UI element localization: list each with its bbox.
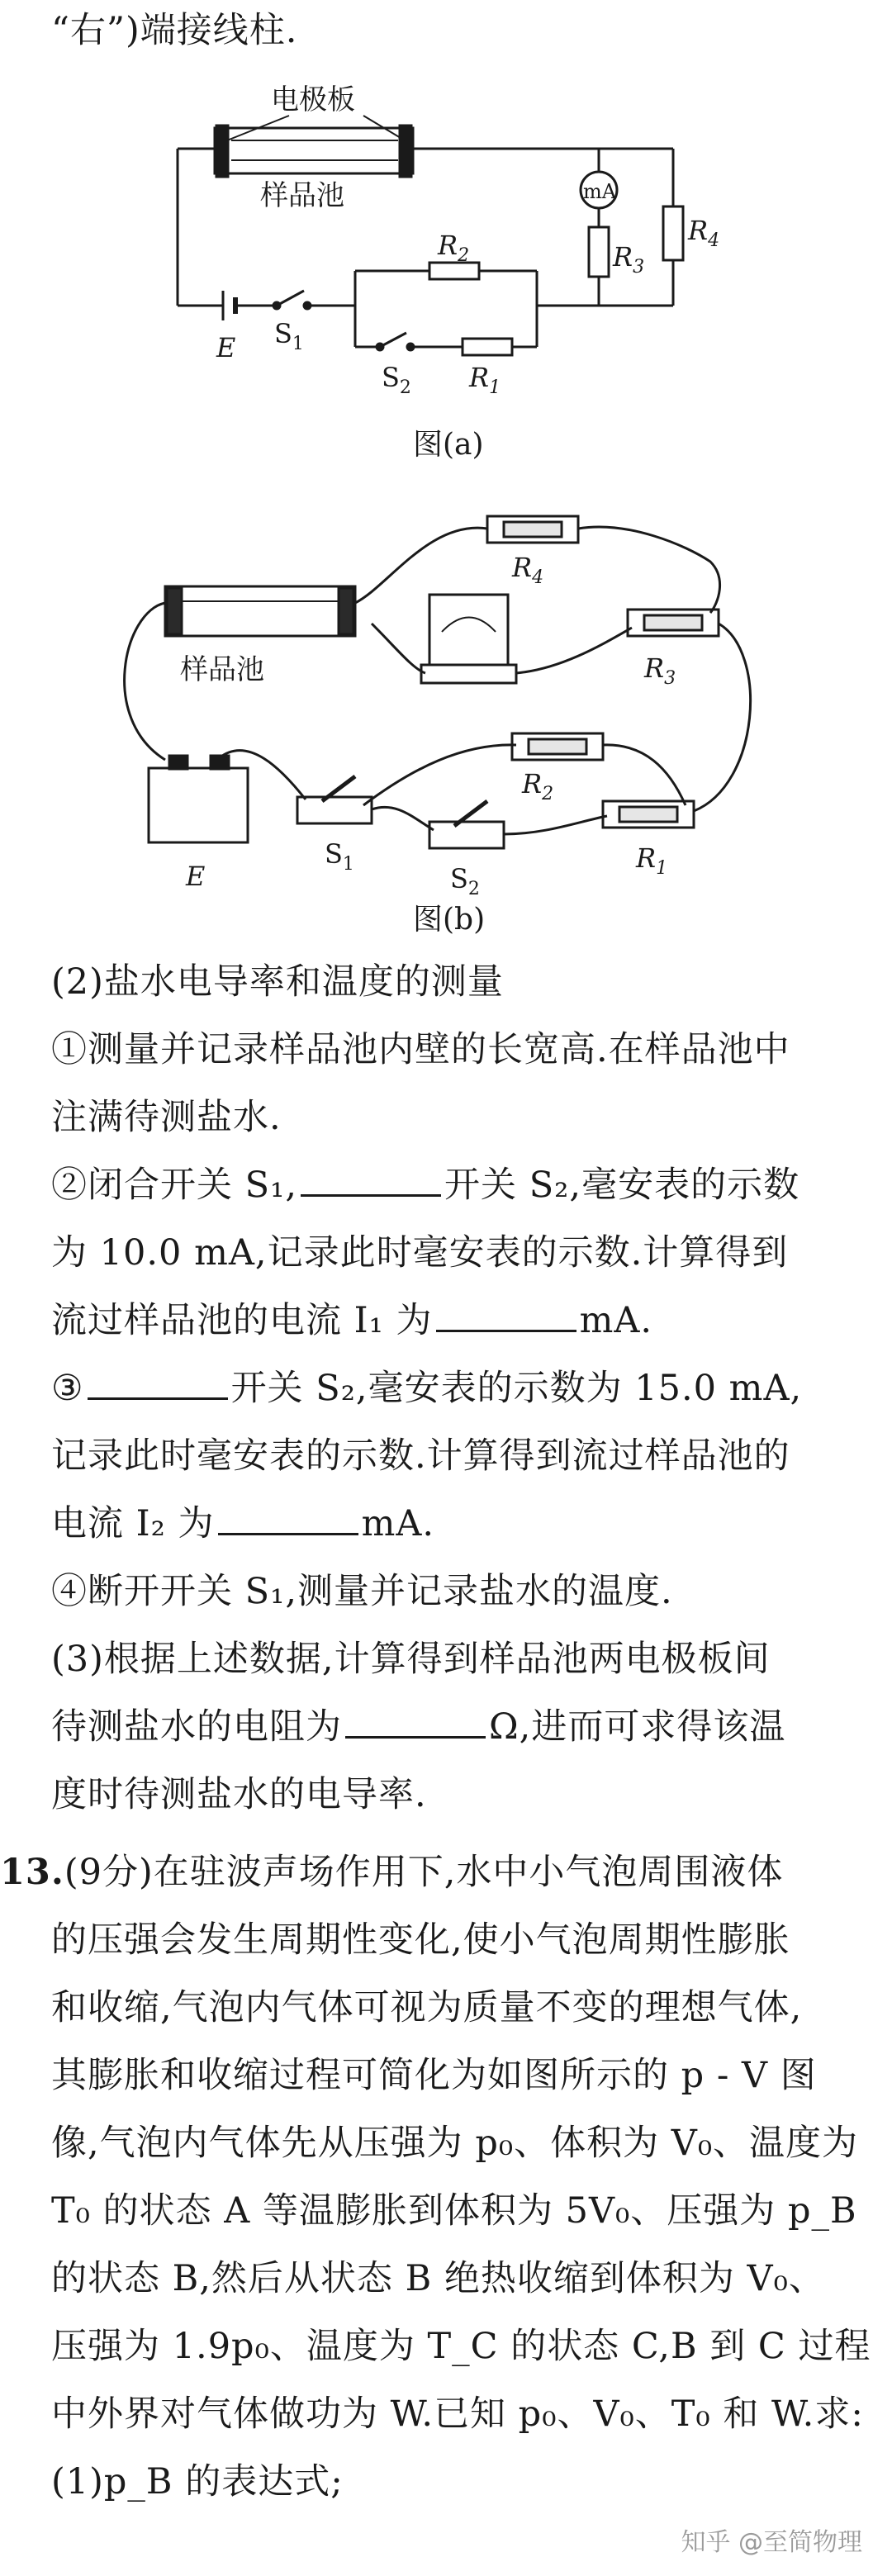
s1-label: $S_1$ [274, 318, 304, 354]
body-line-4: ②闭合开关 S₁, 开关 S₂,毫安表的示数 [51, 1161, 892, 1209]
electrode-plate-left [216, 126, 228, 177]
sample-cell-label: 样品池 [260, 179, 344, 212]
s2-label-b: $S_2$ [450, 863, 480, 899]
electrode-plate-right [400, 126, 411, 177]
r2-label: $R_2$ [438, 230, 470, 266]
body-line-23: (1)p_B 的表达式; [51, 2461, 344, 2502]
body-line-22: 中外界对气体做功为 W.已知 p₀、V₀、T₀ 和 W.求: [51, 2393, 864, 2435]
body-line-2: ①测量并记录样品池内壁的长宽高.在样品池中 [51, 1029, 790, 1070]
body-line-18: 像,气泡内气体先从压强为 p₀、体积为 V₀、温度为 [51, 2123, 859, 2164]
body-line-6: 流过样品池的电流 I₁ 为 mA. [51, 1297, 892, 1345]
body-line-15: 的压强会发生周期性变化,使小气泡周期性膨胀 [51, 1919, 790, 1961]
r4-label: $R_4$ [688, 215, 720, 251]
s2-board [429, 822, 504, 848]
watermark: 知乎 @至简物理 [681, 2528, 862, 2557]
battery-label: E [216, 332, 236, 363]
r1-symbol [463, 339, 512, 355]
answer-blank-2[interactable] [436, 1297, 576, 1332]
answer-blank-4[interactable] [218, 1500, 358, 1535]
body-line-10: ④断开开关 S₁,测量并记录盐水的温度. [51, 1571, 673, 1612]
battery-label-b: E [186, 861, 206, 892]
r3-label-b: $R_3$ [644, 652, 676, 689]
body-line-21: 压强为 1.9p₀、温度为 T_C 的状态 C,B 到 C 过程 [51, 2326, 871, 2367]
body-line-11: (3)根据上述数据,计算得到样品池两电极板间 [51, 1639, 771, 1680]
r3-symbol [589, 227, 609, 277]
r1-label: $R_1$ [469, 362, 501, 398]
question-number: 13. [0, 1852, 64, 1893]
body-line-8: 记录此时毫安表的示数.计算得到流过样品池的 [51, 1435, 790, 1477]
electrode-label: 电极板 [271, 83, 355, 116]
body-line-12: 待测盐水的电阻为 Ω,进而可求得该温 [51, 1703, 892, 1751]
body-line-5: 为 10.0 mA,记录此时毫安表的示数.计算得到 [51, 1232, 789, 1274]
body-line-20: 的状态 B,然后从状态 B 绝热收缩到体积为 V₀、 [51, 2258, 825, 2299]
body-line-9: 电流 I₂ 为 mA. [51, 1500, 892, 1548]
body-line-19: T₀ 的状态 A 等温膨胀到体积为 5V₀、压强为 p_B [51, 2190, 857, 2232]
answer-blank-1[interactable] [301, 1161, 441, 1197]
sample-cell-label-b: 样品池 [180, 653, 264, 686]
s2-label: $S_2$ [382, 362, 411, 398]
r1-label-b: $R_1$ [636, 842, 668, 879]
r2-symbol [429, 263, 479, 279]
body-line-17: 其膨胀和收缩过程可简化为如图所示的 p - V 图 [51, 2055, 817, 2096]
answer-blank-5[interactable] [345, 1703, 486, 1739]
figure-b-caption: 图(b) [413, 903, 486, 937]
milliammeter-device [429, 595, 508, 665]
body-line-1: (2)盐水电导率和温度的测量 [51, 961, 504, 1003]
circuit-diagram-b [0, 471, 892, 917]
milliammeter-label: mA [583, 180, 617, 203]
answer-blank-3[interactable] [88, 1364, 228, 1400]
s1-label-b: $S_1$ [325, 838, 354, 875]
body-line-3: 注满待测盐水. [51, 1097, 282, 1138]
battery-box [149, 768, 248, 842]
body-line-13: 度时待测盐水的电导率. [51, 1774, 427, 1815]
r4-symbol [663, 206, 683, 260]
r2-label-b: $R_2$ [522, 768, 554, 804]
sample-cell-box [165, 586, 355, 636]
question-13-line-1: 13.(9分)在驻波声场作用下,水中小气泡周围液体 [0, 1852, 784, 1893]
figure-a-caption: 图(a) [413, 428, 484, 462]
top-text: “右”)端接线柱. [51, 10, 298, 51]
body-line-7: ③ 开关 S₂,毫安表的示数为 15.0 mA, [51, 1364, 892, 1412]
r4-label-b: $R_4$ [512, 552, 544, 588]
r3-label: $R_3$ [613, 241, 645, 278]
sample-cell-symbol [215, 128, 413, 173]
body-line-16: 和收缩,气泡内气体可视为质量不变的理想气体, [51, 1987, 803, 2028]
s1-board [297, 797, 372, 823]
